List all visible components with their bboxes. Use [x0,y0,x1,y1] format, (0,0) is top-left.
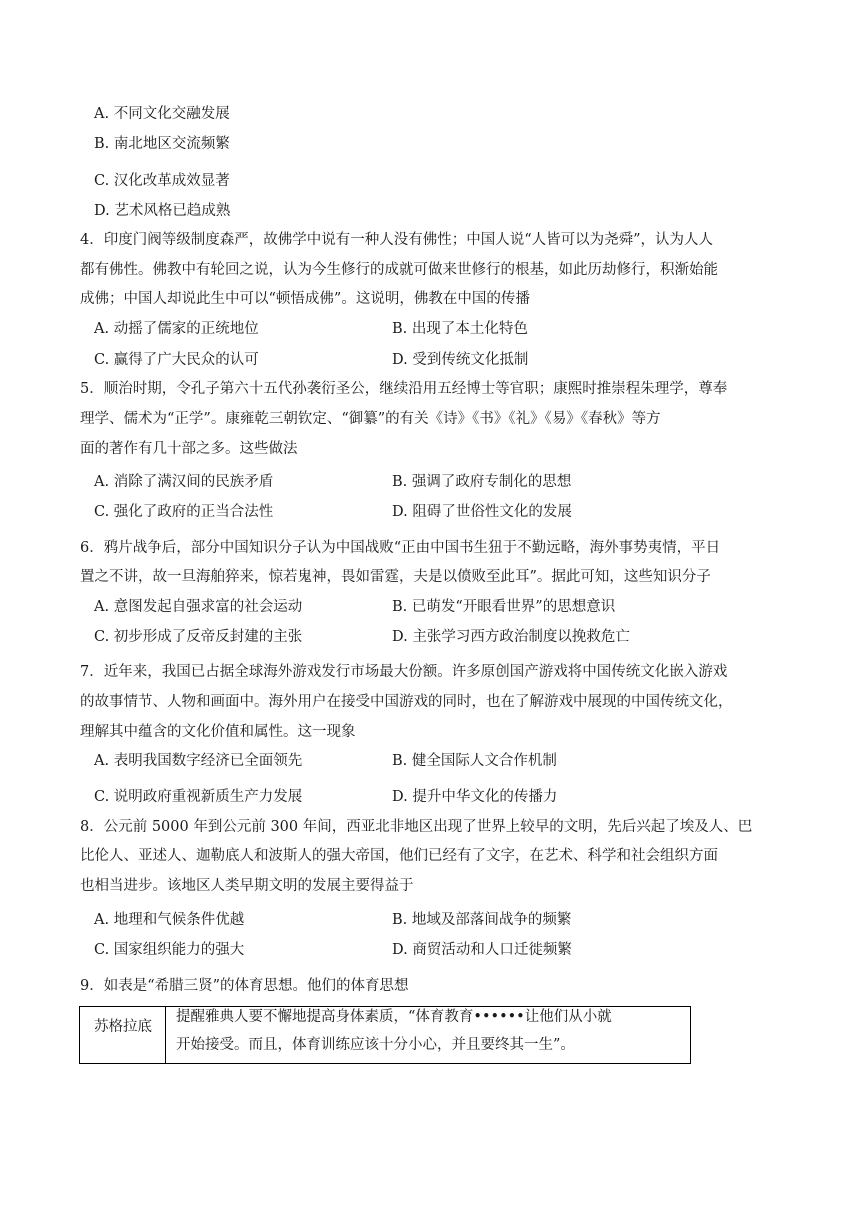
q8-option-d[interactable]: D. 商贸活动和人口迁徙频繁 [392,942,572,958]
q9-table-text-line-1: 提醒雅典人要不懈地提高身体素质，“体育教育••••••让他们从小就 [176,1009,612,1025]
q9-table-name: 苏格拉底 [94,1019,152,1035]
q9-table-text-cell [176,1007,686,1055]
q6-option-b[interactable]: B. 已萌发“开眼看世界”的思想意识 [392,599,616,615]
q7-stem-line-1: 7．近年来，我国已占据全球海外游戏发行市场最大份额。许多原创国产游戏将中国传统文化嵌入游戏 [80,664,728,680]
q3-option-d[interactable]: D. 艺术风格已趋成熟 [94,203,231,219]
q9-table-text-line-2: 开始接受。而且，体育训练应该十分小心，并且要终其一生”。 [176,1037,575,1053]
q6-stem-line-1: 6．鸦片战争后，部分中国知识分子认为中国战败“正由中国书生狃于不勤远略，海外事势夷情，平日 [80,540,721,556]
q8-stem-line-1: 8．公元前 5000 年到公元前 300 年间，西亚北非地区出现了世界上较早的文明，先后兴起了埃及人、巴 [80,819,753,835]
q8-option-b[interactable]: B. 地域及部落间战争的频繁 [392,912,572,928]
q8-stem-line-2: 比伦人、亚述人、迦勒底人和波斯人的强大帝国，他们已经有了文字，在艺术、科学和社会组织方面 [80,848,718,864]
q5-option-d[interactable]: D. 阻碍了世俗性文化的发展 [392,504,572,520]
q8-option-c[interactable]: C. 国家组织能力的强大 [94,942,245,958]
q6-option-d[interactable]: D. 主张学习西方政治制度以挽救危亡 [392,629,630,645]
q7-stem-line-3: 理解其中蕴含的文化价值和属性。这一现象 [80,724,356,740]
q7-option-d[interactable]: D. 提升中华文化的传播力 [392,789,558,805]
q4-stem-line-2: 都有佛性。佛教中有轮回之说，认为今生修行的成就可做来世修行的根基，如此历劫修行，积渐始能 [80,262,718,278]
q8-option-a[interactable]: A. 地理和气候条件优越 [94,912,245,928]
q5-stem-line-1: 5．顺治时期，令孔子第六十五代孙袭衍圣公，继续沿用五经博士等官职；康熙时推崇程朱理学，尊奉 [80,381,728,397]
q9-table-name-cell [80,1007,166,1063]
q7-stem-line-2: 的故事情节、人物和画面中。海外用户在接受中国游戏的同时，也在了解游戏中展现的中国传统文化， [80,694,733,710]
q4-stem-line-1: 4．印度门阀等级制度森严，故佛学中说有一种人没有佛性；中国人说“人皆可以为尧舜”，认为人人 [80,232,714,248]
q4-stem-line-3: 成佛；中国人却说此生中可以“顿悟成佛”。这说明，佛教在中国的传播 [80,291,530,307]
q3-option-a[interactable]: A. 不同文化交融发展 [94,106,230,122]
q8-stem-line-3: 也相当进步。该地区人类早期文明的发展主要得益于 [80,878,414,894]
q7-option-b[interactable]: B. 健全国际人文合作机制 [392,753,557,769]
q4-option-d[interactable]: D. 受到传统文化抵制 [392,352,529,368]
q6-option-a[interactable]: A. 意图发起自强求富的社会运动 [94,599,303,615]
q5-stem-line-2: 理学、儒术为“正学”。康雍乾三朝钦定、“御纂”的有关《诗》《书》《礼》《易》《春秋》等方 [80,411,661,427]
q3-option-b[interactable]: B. 南北地区交流频繁 [94,136,230,152]
q4-option-c[interactable]: C. 赢得了广大民众的认可 [94,352,259,368]
q5-stem-line-3: 面的著作有几十部之多。这些做法 [80,441,298,457]
q3-option-c[interactable]: C. 汉化改革成效显著 [94,173,230,189]
q7-option-c[interactable]: C. 说明政府重视新质生产力发展 [94,789,303,805]
q7-option-a[interactable]: A. 表明我国数字经济已全面领先 [94,753,303,769]
q9-stem: 9．如表是“希腊三贤”的体育思想。他们的体育思想 [80,978,409,994]
q5-option-b[interactable]: B. 强调了政府专制化的思想 [392,474,572,490]
q4-option-b[interactable]: B. 出现了本土化特色 [392,321,528,337]
q6-stem-line-2: 置之不讲，故一旦海舶猝来，惊若鬼神，畏如雷霆，夫是以偾败至此耳”。据此可知，这些知识分子 [80,569,711,585]
q5-option-a[interactable]: A. 消除了满汉间的民族矛盾 [94,474,274,490]
q4-option-a[interactable]: A. 动摇了儒家的正统地位 [94,321,259,337]
q5-option-c[interactable]: C. 强化了政府的正当合法性 [94,504,274,520]
q6-option-c[interactable]: C. 初步形成了反帝反封建的主张 [94,629,303,645]
q9-table [79,1006,691,1064]
